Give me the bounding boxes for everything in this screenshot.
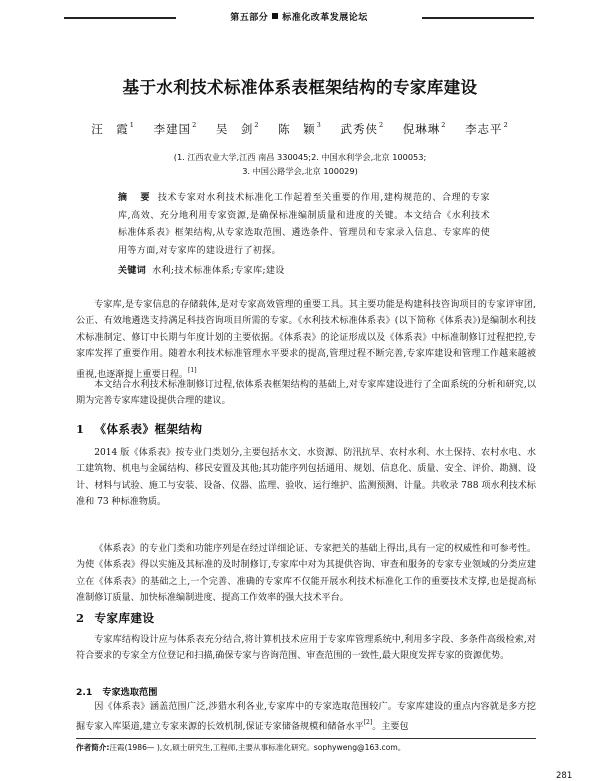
section-heading-1: 1 《体系表》框架结构 — [76, 422, 203, 436]
header-topic: 标准化改革发展论坛 — [282, 13, 368, 23]
running-header — [64, 10, 534, 24]
header-rule-right — [422, 17, 534, 19]
affiliation-line-2: 3. 中国公路学会,北京 100029) — [242, 166, 358, 176]
square-bullet-icon — [272, 13, 278, 19]
author: 武秀侠$^2$ — [340, 121, 385, 136]
author-list — [0, 121, 600, 137]
intro-paragraph-2: 本文结合水利技术标准制修订过程,依体系表框架结构的基础上,对专家库建设进行了全面系统的分析和研究,以期为完善专家库建设提供合理的建议。 — [76, 380, 536, 407]
footnote — [76, 742, 546, 753]
section-1-paragraph-1: 2014 版《体系表》按专业门类划分,主要包括水文、水资源、防汛抗旱、农村水利、水土保持、农村水电、水工建筑物、机电与金属结构、移民安置及其他;其功能序列包括通用、规划、信息化、质量、安全、评价、勘测、设计、材料与试验、施工与安装、设备、仪器、监理、验收、运行维护、监测预测、计量。共收录 788 项水利技术标准和 73 种标准物质。 — [76, 448, 536, 508]
section-2-paragraph-1: 专家库结构设计应与体系表充分结合,将计算机技术应用于专家库管理系统中,利用多字段、多条件高级检索,对符合要求的专家全方位登记和扫描,确保专家与咨询范围、审查范围的一致性,最大限度发挥专家的资源优势。 — [76, 635, 536, 662]
affiliation-line-1: (1. 江西农业大学,江西 南昌 330045;2. 中国水利学会,北京 100053; — [173, 152, 427, 162]
keywords-text: 水利;技术标准体系;专家库;建设 — [152, 266, 285, 276]
section-heading-2: 2 专家库建设 — [76, 611, 155, 625]
abstract-text: 技术专家对水利技术标准化工作起着至关重要的作用,建构规范的、合理的专家库,高效、充分地利用专家资源,是确保标准编制质量和进度的关键。本文结合《水利技术标准体系表》框架结构,从专家选取范围、遴选条件、管理员和专家录入信息、专家库的使用等方面,对专家库的建设进行了初探。 — [118, 193, 490, 256]
citation: [1] — [188, 366, 197, 374]
author: 汪 霞$^1$ — [91, 121, 135, 136]
keywords — [118, 263, 490, 276]
header-rule-left — [64, 17, 176, 19]
intro-paragraph-1: 专家库,是专家信息的存储载体,是对专家高效管理的重要工具。其主要功能是构建科技咨询项目的专家评审团,公正、有效地遴选支持满足科技咨询项目所需的专家。《水利技术标准体系表》(以下简称《体系表》)是编制水利技术标准制定、修订中长期与年度计划的主要依据。《体系表》的论证形成以及《体系表》中标准制修订过程把控,专家库发挥了重要作用。随着水利技术标准管理水平要求的提高,管理过程不断完善,专家库建设和管理工作越来越被重视,也逐渐提上重要日程。[1] — [76, 300, 536, 380]
footnote-text: 汪霞(1986— ),女,硕士研究生,工程师,主要从事标准化研究。sophyweng@163.com。 — [109, 743, 406, 752]
author: 吴 剑$^2$ — [215, 121, 260, 136]
subsection-2-1-paragraph: 因《体系表》涵盖范围广泛,涉猎水利各业,专家库中的专家选取范围较广。专家库建设的重点内容就是多方挖掘专家入库渠道,建立专家来源的长效机制,保证专家储备规模和储备水平[2]。主要包 — [76, 702, 536, 733]
footnote-rule — [76, 738, 536, 739]
section-1-paragraph-2: 《体系表》的专业门类和功能序列是在经过详细论证、专家把关的基础上得出,具有一定的权威性和可参考性。为使《体系表》得以实施及其标准的及时制修订,专家库中对为其提供咨询、审查和服务的专家专业领域的分类应建立在《体系表》的基础之上,一个完善、准确的专家库不仅能开展水利技术标准化工作的重要技术支撑,也是提高标准制修订质量、加快标准编制进度、提高工作效率的强大技术平台。 — [76, 544, 536, 604]
author: 倪琳琳$^2$ — [402, 121, 447, 136]
page-number: 281 — [556, 771, 573, 781]
paper-title: 基于水利技术标准体系表框架结构的专家库建设 — [122, 78, 478, 97]
keywords-label: 关键词 — [118, 266, 147, 276]
author: 陈 颖$^3$ — [278, 121, 322, 136]
abstract — [118, 190, 490, 260]
footnote-label: 作者简介: — [76, 743, 110, 752]
subsection-heading-2-1: 2.1 专家选取范围 — [76, 687, 158, 698]
author: 李志平$^2$ — [465, 121, 509, 136]
author: 李建国$^2$ — [153, 121, 198, 136]
citation: [2] — [363, 719, 373, 727]
header-section: 第五部分 — [230, 13, 269, 23]
header-text — [184, 10, 414, 23]
abstract-label: 摘 要 — [118, 193, 152, 203]
